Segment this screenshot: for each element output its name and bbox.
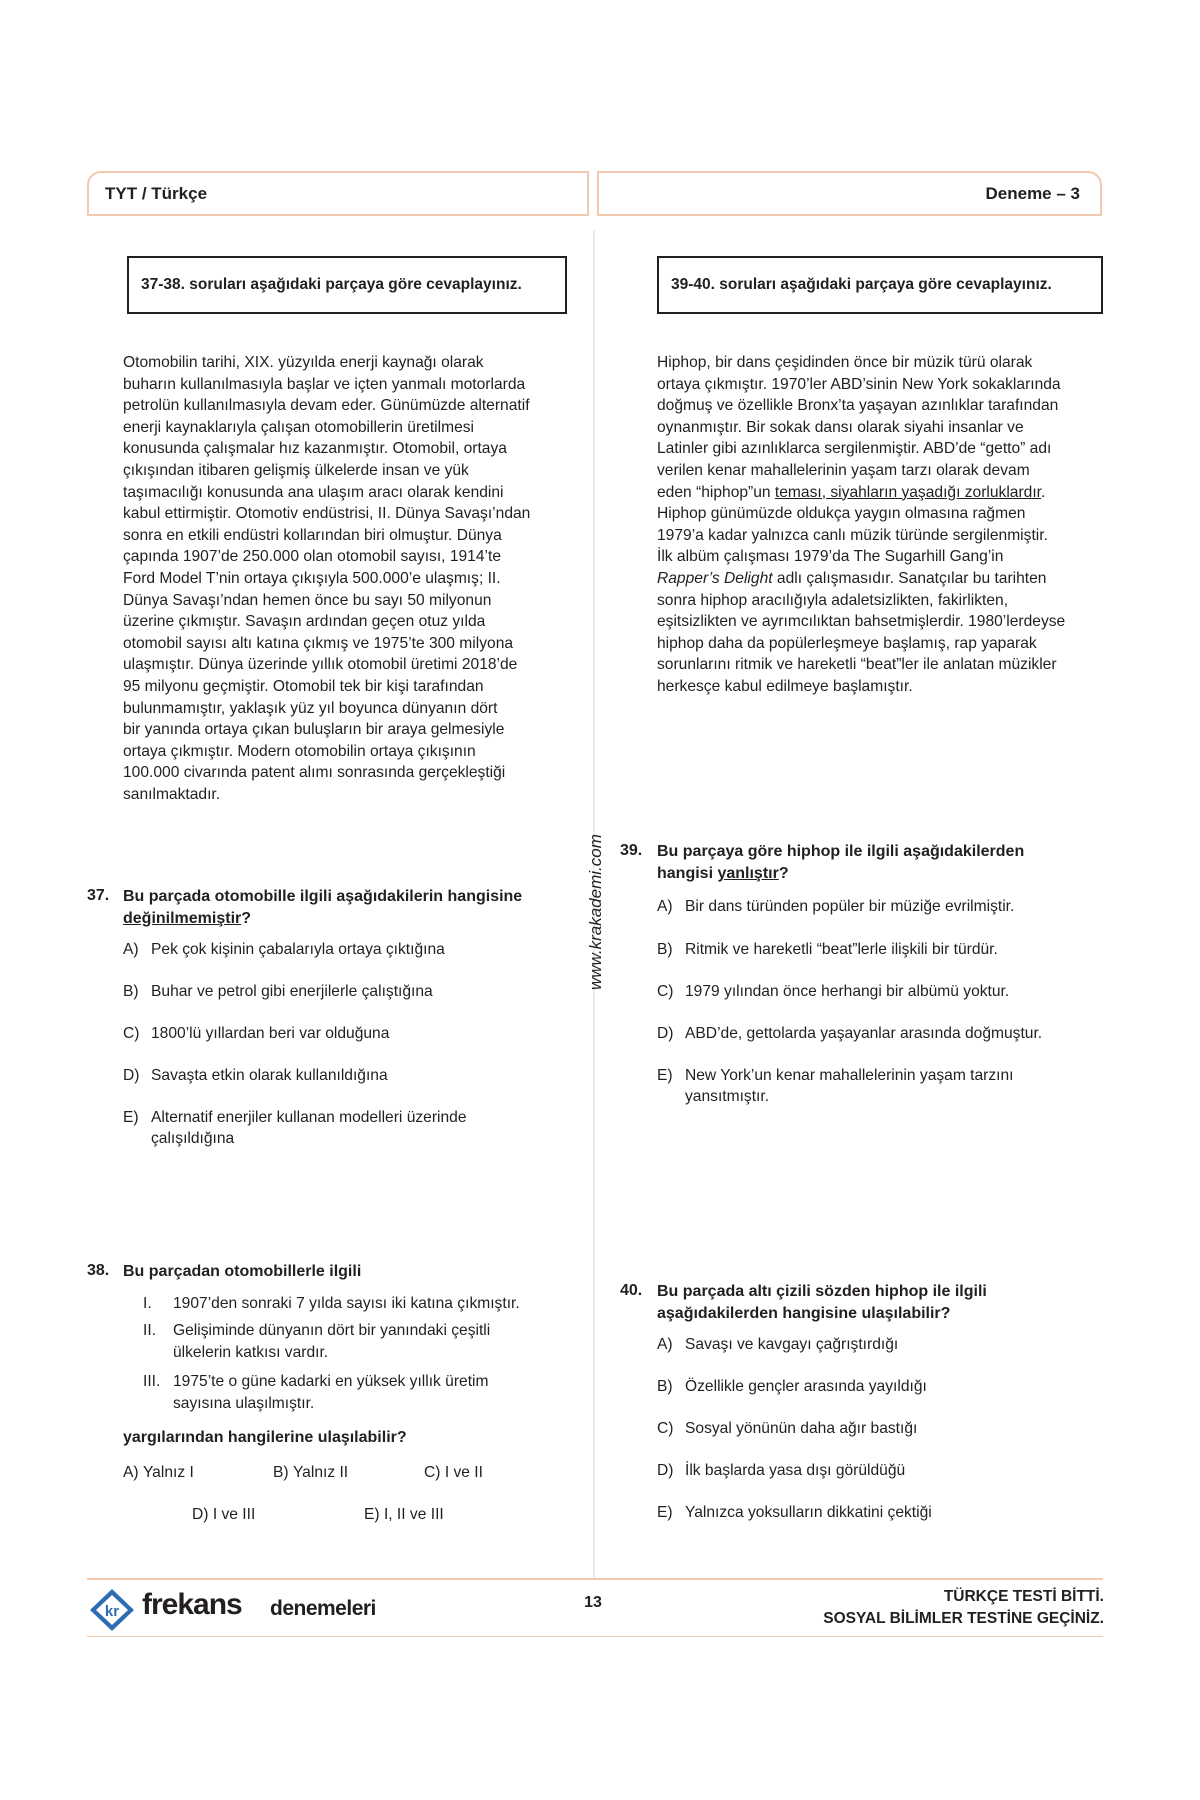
option-letter: A)	[123, 1464, 139, 1481]
q38-stem: Bu parçadan otomobillerle ilgili	[123, 1263, 362, 1280]
option-text-line: çalışıldığına	[151, 1130, 235, 1147]
q38-item-2	[143, 1320, 490, 1364]
header-exam-text: Deneme – 3	[985, 183, 1080, 203]
passage-left-line: bulunmamıştır, yaklaşık yüz yıl boyunca dünyanın dört	[123, 699, 498, 717]
option-letter: A)	[657, 1336, 673, 1353]
item-text: 1907’den sonraki 7 yılda sayısı iki katına çıkmıştır.	[173, 1295, 520, 1312]
q40-option-c[interactable]	[657, 1418, 917, 1439]
option-letter: E)	[364, 1506, 380, 1523]
underline-suffix: .	[1041, 483, 1046, 501]
option-text: Bir dans türünden popüler bir müziğe evrilmiştir.	[685, 898, 1015, 915]
footer-bottom-rule	[87, 1636, 1103, 1637]
q38-item-3	[143, 1371, 489, 1415]
passage-right-line: İlk albüm çalışması 1979’da The Sugarhill Gang’in	[657, 548, 1004, 566]
q39-stem-prefix: hangisi	[657, 865, 718, 882]
option-letter: B)	[657, 1378, 673, 1395]
option-text-line: New York’un kenar mahallelerinin yaşam tarzını	[685, 1067, 1014, 1084]
album-title: Rapper’s Delight	[657, 569, 773, 587]
passage-left-line: Dünya Savaşı’ndan hemen önce bu sayı 50 milyonun	[123, 591, 492, 609]
badge-letters: kr	[104, 1603, 120, 1620]
q38-option-b[interactable]	[273, 1462, 348, 1483]
brand-sub: denemeleri	[270, 1597, 376, 1620]
header-subject-text: TYT / Türkçe	[105, 183, 208, 203]
q38-option-d[interactable]	[192, 1504, 255, 1525]
item-text	[173, 1320, 490, 1364]
q37-stem-end: ?	[241, 910, 252, 927]
q39-stem-end: ?	[778, 865, 789, 882]
option-text: Savaşı ve kavgayı çağrıştırdığı	[685, 1336, 899, 1353]
option-text: Pek çok kişinin çabalarıyla ortaya çıktığına	[151, 941, 445, 958]
option-letter: E)	[123, 1109, 139, 1126]
passage-right-line: Latinler gibi azınlıklarca sergilenmiştir. ABD’de “getto” adı	[657, 440, 1052, 458]
option-text-line: Alternatif enerjiler kullanan modelleri üzerinde	[151, 1109, 467, 1126]
instruction-box-right	[657, 256, 1103, 314]
option-letter: C)	[657, 983, 674, 1000]
item-text-line: 1975’te o güne kadarki en yüksek yıllık üretim	[173, 1373, 489, 1390]
option-text: Savaşta etkin olarak kullanıldığına	[151, 1067, 388, 1084]
option-text: 1800’lü yıllardan beri var olduğuna	[151, 1025, 390, 1042]
option-letter: C)	[657, 1420, 674, 1437]
passage-right-line: verilen kenar mahallelerinin yaşam tarzı olarak devam	[657, 461, 1030, 479]
passage-left-line: bir yanında ortaya çıkan buluşların bir araya gelmesiyle	[123, 721, 505, 739]
brand-name: frekans	[142, 1588, 242, 1621]
end-notice-line2: SOSYAL BİLİMLER TESTİNE GEÇİNİZ.	[823, 1610, 1104, 1627]
q39-stem-line2	[657, 863, 1024, 885]
q37-option-b[interactable]	[123, 981, 433, 1002]
q37-option-c[interactable]	[123, 1023, 389, 1044]
item-text	[173, 1371, 489, 1415]
q39-option-a[interactable]	[657, 896, 1014, 917]
option-text: Yalnız I	[142, 1464, 194, 1481]
q38-option-c[interactable]	[424, 1462, 483, 1483]
option-text: Ritmik ve hareketli “beat”lerle ilişkili bir türdür.	[685, 941, 998, 958]
q38-option-a[interactable]	[123, 1462, 194, 1483]
passage-left-line: Otomobilin tarihi, XIX. yüzyılda enerji kaynağı olarak	[123, 354, 484, 371]
option-text: 1979 yılından önce herhangi bir albümü yoktur.	[685, 983, 1010, 1000]
q40-option-d[interactable]	[657, 1460, 905, 1481]
passage-left-line: taşımacılığı konusunda ana ulaşım aracı olarak kendini	[123, 483, 504, 501]
passage-left-line: üzerine çıkmıştır. Savaşın ardından geçen otuz yılda	[123, 613, 486, 631]
option-text: ABD’de, gettolarda yaşayanlar arasında doğmuştur.	[685, 1025, 1043, 1042]
q37-option-e[interactable]	[123, 1107, 467, 1149]
option-letter: D)	[123, 1067, 140, 1084]
q39-stem	[657, 841, 1024, 885]
option-text-line: yansıtmıştır.	[685, 1088, 770, 1105]
q38-question: yargılarından hangilerine ulaşılabilir?	[123, 1429, 407, 1446]
option-letter: C)	[123, 1025, 140, 1042]
option-letter: B)	[123, 983, 139, 1000]
passage-left-line: kabul ettirmiştir. Otomotiv endüstrisi, II. Dünya Savaşı’ndan	[123, 505, 531, 523]
option-letter: E)	[657, 1504, 673, 1521]
q37-option-d[interactable]	[123, 1065, 388, 1086]
option-text: I ve II	[444, 1464, 483, 1481]
passage-right-line: sonra hiphop aracılığıyla adaletsizlikten, fakirlikten,	[657, 591, 1009, 609]
passage-left-line: çıkışından itibaren gelişmiş ülkelerde insan ve yük	[123, 461, 469, 479]
option-text: Sosyal yönünün daha ağır bastığı	[685, 1420, 918, 1437]
passage-right-line: oynanmıştır. Bir sokak dansı olarak siyahi insanlar ve	[657, 418, 1024, 436]
q37-stem-line2	[123, 908, 522, 930]
passage-right-line-underlined	[657, 482, 1065, 504]
q37-option-a[interactable]	[123, 939, 445, 960]
q39-option-c[interactable]	[657, 981, 1009, 1002]
passage-right-line: sorunlarını ritmik ve hareketli “beat”ler ile anlatan müzikler	[657, 656, 1057, 674]
passage-left-line: Ford Model T’nin ortaya çıkışıyla 500.000’e ulaşmış; II.	[123, 569, 501, 587]
passage-left-line: 95 milyonu geçmiştir. Otomobil tek bir kişi tarafından	[123, 677, 484, 695]
option-text	[151, 1107, 467, 1149]
option-text	[685, 1065, 1014, 1107]
passage-right-line: 1979’a kadar yalnızca canlı müzik türünde sergilenmiştir.	[657, 526, 1048, 544]
q37-stem	[123, 886, 522, 930]
option-letter: C)	[424, 1464, 441, 1481]
q39-option-b[interactable]	[657, 939, 998, 960]
option-text: I, II ve III	[383, 1506, 444, 1523]
q39-option-e[interactable]	[657, 1065, 1014, 1107]
q40-stem-line: Bu parçada altı çizili sözden hiphop ile ilgili	[657, 1283, 987, 1300]
q37-underlined: değinilmemiştir	[123, 910, 242, 927]
passage-left-line: petrolün kullanılmasıyla devam eder. Günümüzde alternatif	[123, 397, 530, 415]
q37-number: 37.	[87, 887, 110, 904]
q39-option-d[interactable]	[657, 1023, 1042, 1044]
item-text-line: sayısına ulaşılmıştır.	[173, 1395, 315, 1412]
footer-top-rule	[87, 1578, 1103, 1580]
item-text-line: ülkelerin katkısı vardır.	[173, 1344, 329, 1361]
passage-right	[657, 352, 1065, 698]
passage-left	[123, 352, 530, 805]
option-letter: D)	[657, 1462, 674, 1479]
passage-right-line: ortaya çıkmıştır. 1970’ler ABD’sinin New York sokaklarında	[657, 375, 1061, 393]
roman-numeral: II.	[143, 1322, 156, 1339]
page-number: 13	[584, 1594, 602, 1611]
item-text-line: Gelişiminde dünyanın dört bir yanındaki çeşitli	[173, 1322, 491, 1339]
q40-option-a[interactable]	[657, 1334, 898, 1355]
option-letter: A)	[123, 941, 139, 958]
option-text: I ve III	[212, 1506, 256, 1523]
instruction-left-text: 37-38. soruları aşağıdaki parçaya göre cevaplayınız.	[141, 276, 522, 293]
instruction-right-text: 39-40. soruları aşağıdaki parçaya göre cevaplayınız.	[671, 276, 1052, 293]
underlined-phrase: teması, siyahların yaşadığı zorluklardır	[774, 483, 1041, 501]
option-text: İlk başlarda yasa dışı görüldüğü	[685, 1462, 906, 1479]
q38-item-1	[143, 1293, 520, 1315]
q40-stem	[657, 1281, 987, 1325]
passage-left-line: konusunda çalışmalar hız kazanmıştır. Otomobil, ortaya	[123, 440, 507, 458]
passage-right-line-italic	[657, 568, 1065, 590]
passage-left-line: enerji kaynaklarıyla çalışan otomobillerin üretilmesi	[123, 418, 475, 436]
option-text: Buhar ve petrol gibi enerjilerle çalıştığına	[151, 983, 433, 1000]
option-text: Yalnızca yoksulların dikkatini çektiği	[685, 1504, 932, 1521]
underline-prefix: eden “hiphop”un	[657, 483, 775, 501]
q39-number: 39.	[620, 842, 643, 859]
option-letter: D)	[657, 1025, 674, 1042]
passage-right-line: doğmuş ve özellikle Bronx’ta yaşayan azınlıklar tarafından	[657, 397, 1059, 415]
q39-underlined: yanlıştır	[717, 865, 779, 882]
brand-badge-icon	[86, 1587, 138, 1633]
passage-left-line: ulaşmıştır. Dünya üzerinde yıllık otomobil üretimi 2018’de	[123, 656, 518, 674]
passage-right-line: hiphop daha da popülerleşmeye başlamış, rap yaparak	[657, 634, 1037, 652]
passage-left-line: çapında 1907’de 250.000 olan otomobil sayısı, 1914’te	[123, 548, 501, 566]
passage-right-line: herkesçe kabul edilmeye başlamıştır.	[657, 677, 913, 695]
option-text: Özellikle gençler arasında yayıldığı	[685, 1378, 927, 1395]
option-letter: E)	[657, 1067, 673, 1084]
header-exam	[597, 171, 1102, 216]
q38-number: 38.	[87, 1262, 110, 1279]
option-letter: D)	[192, 1506, 209, 1523]
passage-left-line: buharın kullanılmasıyla başlar ve içten yanmalı motorlarda	[123, 375, 526, 393]
option-letter: B)	[273, 1464, 289, 1481]
instruction-box-left	[127, 256, 567, 314]
q40-option-b[interactable]	[657, 1376, 927, 1397]
option-letter: B)	[657, 941, 673, 958]
option-text: Yalnız II	[292, 1464, 349, 1481]
side-url: www.krakademi.com	[586, 834, 605, 990]
q40-number: 40.	[620, 1282, 643, 1299]
album-suffix: adlı çalışmasıdır. Sanatçılar bu tarihten	[772, 569, 1047, 587]
passage-left-line: sanılmaktadır.	[123, 785, 221, 803]
passage-right-line: eşitsizlikten ve ayrımcılıktan bahsetmişlerdir. 1980’lerdeyse	[657, 613, 1066, 631]
q39-stem-line: Bu parçaya göre hiphop ile ilgili aşağıdakilerden	[657, 843, 1025, 860]
q40-option-e[interactable]	[657, 1502, 932, 1523]
passage-right-line: Hiphop, bir dans çeşidinden önce bir müzik türü olarak	[657, 354, 1033, 371]
passage-left-line: ortaya çıkmıştır. Modern otomobilin ortaya çıkışının	[123, 742, 476, 760]
passage-left-line: 100.000 civarında patent alımı sonrasında gerçekleştiği	[123, 764, 506, 782]
passage-left-line: sonra en etkili endüstri kollarından biri olmuştur. Dünya	[123, 526, 502, 544]
q40-stem-line: aşağıdakilerden hangisine ulaşılabilir?	[657, 1305, 951, 1322]
q37-stem-line: Bu parçada otomobille ilgili aşağıdakilerin hangisine	[123, 888, 523, 905]
q38-option-e[interactable]	[364, 1504, 444, 1525]
passage-right-line: Hiphop günümüzde oldukça yaygın olmasına rağmen	[657, 505, 1026, 523]
header-subject	[87, 171, 589, 216]
roman-numeral: III.	[143, 1373, 161, 1390]
option-letter: A)	[657, 898, 673, 915]
passage-left-line: otomobil sayısı altı katına çıkmış ve 1975’te 300 milyona	[123, 634, 514, 652]
end-notice-line1: TÜRKÇE TESTİ BİTTİ.	[943, 1588, 1104, 1605]
roman-numeral: I.	[143, 1295, 152, 1312]
